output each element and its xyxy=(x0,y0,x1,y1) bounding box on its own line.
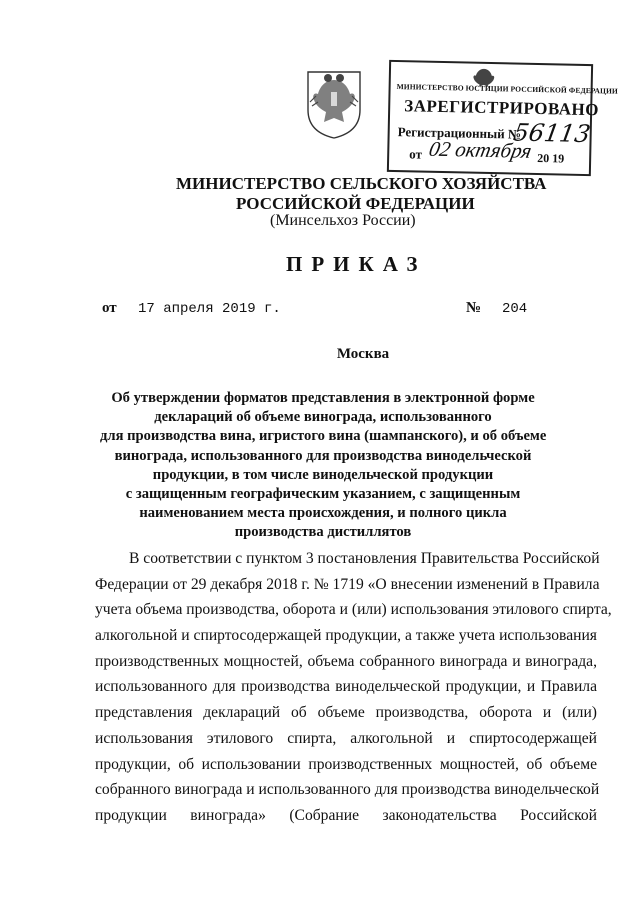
body-line: использованного для производства винодельческой продукции, и Правила xyxy=(95,678,597,696)
body-line: собранного винограда и использованного для производства винодельческой xyxy=(95,781,600,799)
order-date: 17 апреля 2019 г. xyxy=(138,301,281,317)
body-line: В соответствии с пунктом 3 постановления Правительства Российской xyxy=(129,550,600,567)
body-line: представления деклараций об объеме производства, оборота и (или) xyxy=(95,704,597,722)
order-number: 204 xyxy=(502,301,528,317)
body-line: использования этилового спирта, алкогольной и спиртосодержащей xyxy=(95,729,597,747)
body-line: алкогольной и спиртосодержащей продукции, а также учета использования xyxy=(95,627,597,645)
body-line: производственных мощностей, объема собранного винограда и винограда, xyxy=(95,652,597,670)
stamp-regnum-label: Регистрационный № xyxy=(397,124,522,142)
stamp-from-label: от xyxy=(409,146,423,162)
subject-line: производства дистиллятов xyxy=(234,524,412,541)
subject-line: винограда, использованного для производства винодельческой xyxy=(114,447,532,464)
body-paragraph xyxy=(95,546,612,829)
subject-line: продукции, в том числе винодельческой продукции xyxy=(152,466,494,483)
order-city: Москва xyxy=(336,346,390,362)
stamp-ministry-label: МИНИСТЕРСТВО ЮСТИЦИИ РОССИЙСКОЙ ФЕДЕРАЦИИ xyxy=(396,82,618,96)
body-line: продукции, об использовании производственных мощностей, об объеме xyxy=(95,755,597,773)
body-line: продукции винограда» (Собрание законодательства Российской xyxy=(95,806,597,824)
ministry-short-name: (Минсельхоз России) xyxy=(270,212,416,229)
subject-line: деклараций об объеме винограда, использованного xyxy=(154,409,492,426)
coat-of-arms-emblem-icon xyxy=(304,66,364,140)
subject-line: Об утверждении форматов представления в электронной форме xyxy=(111,390,535,406)
subject-line: для производства вина, игристого вина (шампанского), и об объеме xyxy=(100,428,547,445)
order-subject xyxy=(100,389,546,543)
stamp-regnum-value: 56113 xyxy=(511,118,593,149)
body-line: Федерации от 29 декабря 2018 г. № 1719 «О внесении изменений в Правила xyxy=(95,575,600,593)
order-number-label: № xyxy=(466,300,482,316)
stamp-date-value: 02 октября xyxy=(427,136,534,163)
document-title: ПРИКАЗ xyxy=(286,252,427,276)
body-line: учета объема производства, оборота и (или) использования этилового спирта, xyxy=(95,601,612,619)
order-from-label: от xyxy=(102,300,117,316)
subject-line: наименованием места происхождения, и полного цикла xyxy=(139,505,507,522)
ministry-name-line1: МИНИСТЕРСТВО СЕЛЬСКОГО ХОЗЯЙСТВА xyxy=(176,174,547,193)
stamp-registered-label: ЗАРЕГИСТРИРОВАНО xyxy=(404,96,600,120)
subject-line: с защищенным географическим указанием, с защищенным xyxy=(125,486,521,503)
stamp-year-value: 20 19 xyxy=(537,150,565,166)
registration-stamp xyxy=(387,60,618,176)
ministry-name-line2: РОССИЙСКОЙ ФЕДЕРАЦИИ xyxy=(236,194,475,213)
